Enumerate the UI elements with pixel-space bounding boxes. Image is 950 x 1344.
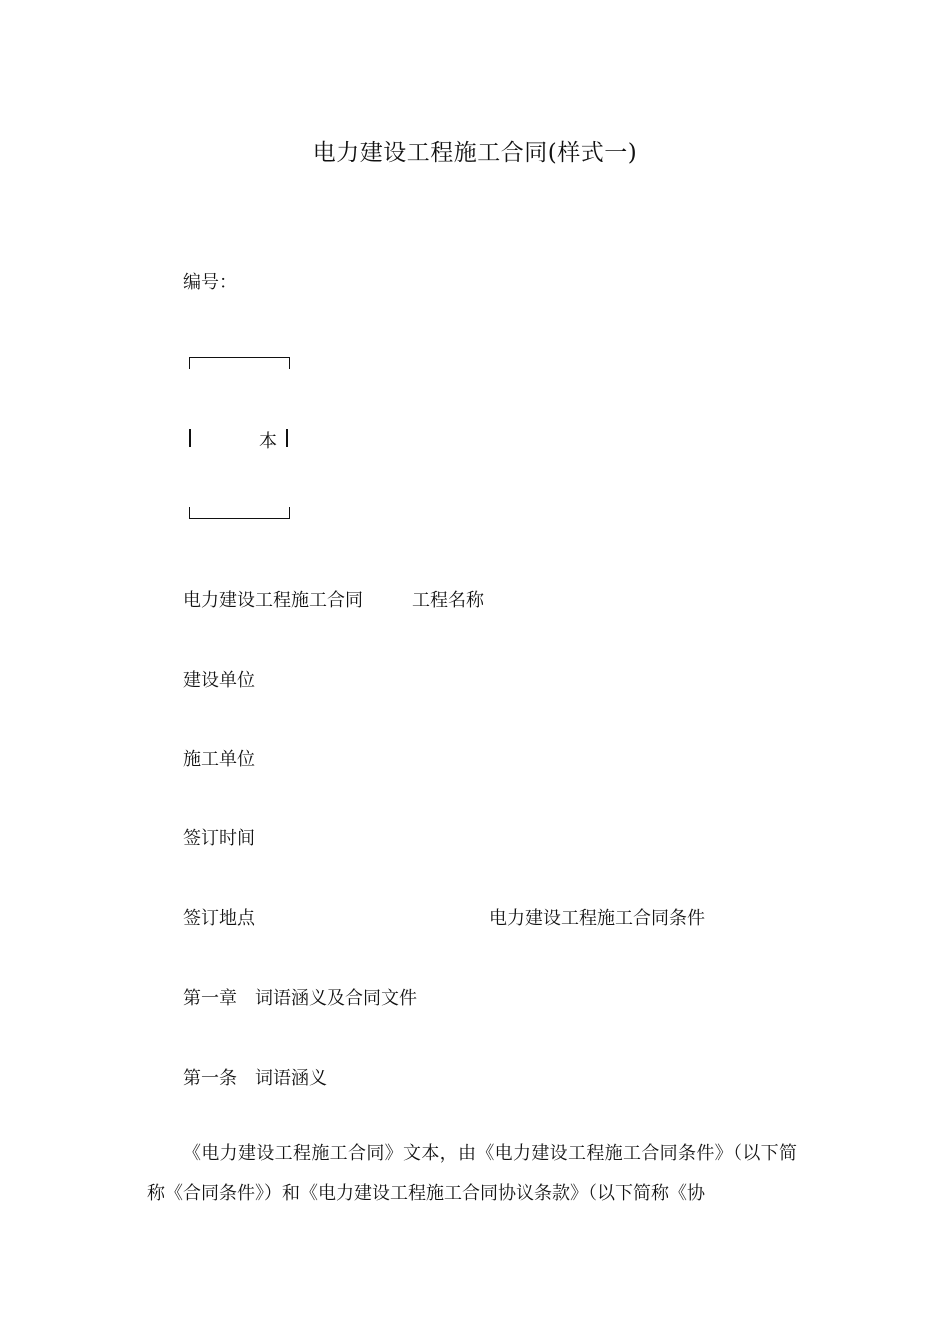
copy-box (189, 427, 289, 452)
article-heading: 第一条 词语涵义 (183, 1068, 327, 1089)
contract-number-label: 编号： (183, 272, 237, 293)
sign-place-label: 签订地点 (183, 908, 255, 929)
article-paragraph: 《电力建设工程施工合同》文本，由《电力建设工程施工合同条件》（以下简称《合同条件》）和《电力建设工程施工合同协议条款》（以下简称《协 (147, 1143, 797, 1204)
sign-time-label: 签订时间 (183, 828, 255, 849)
project-name-label: 工程名称 (412, 590, 484, 611)
document-title: 电力建设工程施工合同(样式一) (312, 140, 638, 166)
cover-contract-name: 电力建设工程施工合同 (183, 590, 363, 611)
builder-unit-label: 施工单位 (183, 749, 255, 770)
copy-box-right-border (286, 429, 288, 447)
conditions-title: 电力建设工程施工合同条件 (489, 908, 705, 929)
copy-box-char: 本 (259, 431, 277, 452)
copy-box-top (189, 357, 290, 369)
construction-unit-label: 建设单位 (183, 670, 255, 691)
copy-box-left-border (189, 429, 191, 447)
copy-box-bottom (189, 507, 290, 519)
chapter-heading: 第一章 词语涵义及合同文件 (183, 988, 417, 1009)
